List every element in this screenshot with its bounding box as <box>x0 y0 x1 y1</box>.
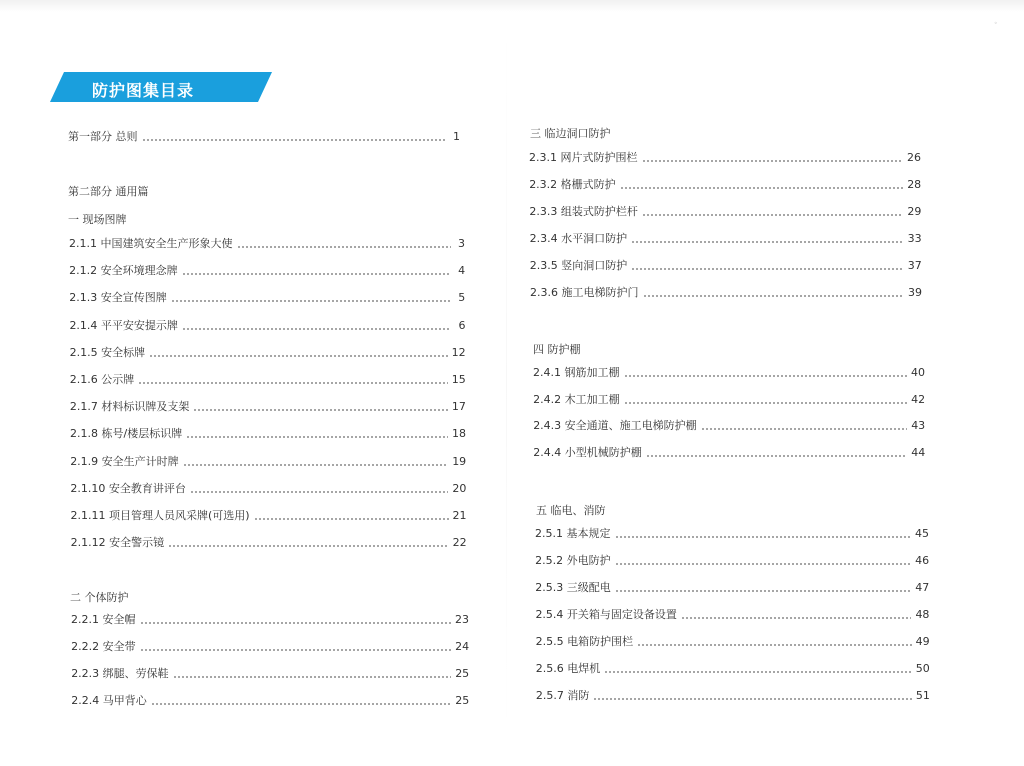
toc-page-number: 22 <box>452 536 467 550</box>
toc-row[interactable] <box>529 177 921 193</box>
toc-page-number: 29 <box>907 205 922 218</box>
dot-leader <box>140 622 452 624</box>
toc-row[interactable] <box>70 399 466 415</box>
toc-page-number: 28 <box>907 178 922 191</box>
toc-label: 2.3.1 网片式防护围栏 <box>529 151 638 164</box>
toc-row[interactable] <box>71 693 469 709</box>
toc-label: 第一部分 总则 <box>68 130 138 143</box>
toc-page-number: 18 <box>452 427 467 441</box>
toc-page-number: 20 <box>452 481 467 495</box>
toc-row[interactable] <box>69 263 465 279</box>
dot-leader <box>149 355 448 357</box>
dot-leader <box>642 160 904 162</box>
toc-page-number: 44 <box>911 445 926 459</box>
toc-label: 2.1.3 安全宣传图牌 <box>69 291 167 305</box>
toc-row[interactable] <box>69 236 465 252</box>
toc-label: 2.1.2 安全环境理念牌 <box>69 264 178 278</box>
section-heading-edge-opening: 三 临边洞口防护 <box>530 127 611 140</box>
toc-label: 2.3.4 水平洞口防护 <box>529 232 628 245</box>
dot-leader <box>637 644 912 646</box>
dot-leader <box>643 295 905 297</box>
toc-page-number: 48 <box>915 608 930 621</box>
toc-row[interactable] <box>70 481 466 497</box>
page-title: 防护图集目录 <box>92 81 195 100</box>
toc-label: 2.2.1 安全帽 <box>71 613 136 626</box>
dot-leader <box>138 382 448 384</box>
toc-page-number: 33 <box>907 232 922 245</box>
toc-page-number: 51 <box>915 689 930 702</box>
toc-label: 2.1.9 安全生产计时牌 <box>70 454 179 468</box>
toc-row[interactable] <box>71 535 467 551</box>
toc-page-number: 19 <box>452 454 467 468</box>
toc-row[interactable] <box>535 580 929 596</box>
toc-page-number: 5 <box>458 291 466 305</box>
toc-label: 2.1.5 安全标牌 <box>69 345 146 359</box>
toc-page-number: 37 <box>907 259 922 272</box>
toc-page-number: 25 <box>455 694 470 707</box>
toc-label: 2.4.3 安全通道、施工电梯防护棚 <box>533 419 697 432</box>
toc-page-number: 45 <box>915 527 929 540</box>
dot-leader <box>646 455 908 457</box>
toc-row[interactable] <box>71 508 467 524</box>
toc-page-number: 15 <box>451 373 466 386</box>
toc-label: 2.3.3 组装式防护栏杆 <box>529 205 638 218</box>
toc-label: 2.1.12 安全警示镜 <box>70 536 165 550</box>
toc-label: 2.2.2 安全带 <box>71 640 136 653</box>
section-heading-shelter: 四 防护棚 <box>533 343 581 356</box>
dot-leader <box>168 545 449 547</box>
toc-row[interactable] <box>533 418 925 434</box>
dot-leader <box>140 649 452 651</box>
toc-row[interactable] <box>70 345 466 361</box>
toc-page-number: 21 <box>452 509 467 522</box>
toc-label: 2.5.3 三级配电 <box>535 581 611 594</box>
toc-page-number: 40 <box>911 366 925 379</box>
toc-row[interactable] <box>529 204 921 220</box>
toc-label: 2.5.5 电箱防护围栏 <box>535 635 634 648</box>
toc-row[interactable] <box>70 454 466 470</box>
toc-row[interactable] <box>530 285 922 301</box>
toc-page-number: 42 <box>911 392 926 406</box>
toc-page-number: 24 <box>455 640 470 653</box>
dot-leader <box>182 328 452 330</box>
dot-leader <box>151 703 452 705</box>
toc-row[interactable] <box>71 639 469 655</box>
toc-label: 2.1.1 中国建筑安全生产形象大使 <box>69 237 233 250</box>
toc-row[interactable] <box>71 612 469 628</box>
toc-label: 2.5.7 消防 <box>535 689 590 702</box>
toc-label: 2.4.1 钢筋加工棚 <box>533 366 620 379</box>
toc-row[interactable] <box>533 392 925 408</box>
toc-label: 2.5.2 外电防护 <box>535 554 611 567</box>
dot-leader <box>254 518 449 520</box>
section-heading-personal-protection: 二 个体防护 <box>70 591 129 604</box>
toc-label: 2.3.5 竖向洞口防护 <box>529 259 628 272</box>
dot-leader <box>631 268 904 270</box>
dot-leader <box>624 402 908 404</box>
dot-leader <box>171 300 452 302</box>
toc-page-number: 12 <box>451 345 466 359</box>
toc-row[interactable] <box>71 666 469 682</box>
toc-page-number: 6 <box>458 318 466 332</box>
toc-row[interactable] <box>530 258 922 274</box>
toc-label: 2.4.2 木工加工棚 <box>533 392 620 406</box>
toc-label: 2.3.2 格栅式防护 <box>529 178 616 191</box>
dot-leader <box>182 273 452 275</box>
dot-leader <box>615 536 912 538</box>
toc-label: 2.1.10 安全教育讲评台 <box>70 481 186 495</box>
toc-page-number: 1 <box>453 130 460 143</box>
dot-leader <box>631 241 904 243</box>
toc-row[interactable] <box>536 634 930 650</box>
toc-row-part1[interactable] <box>68 129 460 145</box>
dot-leader <box>701 428 908 430</box>
toc-row[interactable] <box>535 553 929 569</box>
dot-leader <box>186 436 448 438</box>
scan-edge <box>0 0 1024 12</box>
dot-leader <box>624 375 908 377</box>
toc-page-number: 25 <box>455 667 470 680</box>
toc-page-number: 23 <box>455 613 469 626</box>
corner-mark: ◦ <box>994 20 998 27</box>
toc-page-number: 46 <box>915 554 930 567</box>
toc-label: 2.5.6 电焊机 <box>535 662 601 675</box>
dot-leader <box>193 409 448 411</box>
toc-page-number: 17 <box>451 400 466 414</box>
toc-page-number: 4 <box>458 264 466 278</box>
toc-row[interactable] <box>530 231 922 247</box>
toc-row[interactable] <box>529 150 921 166</box>
section-heading-signage: 一 现场图牌 <box>68 213 127 226</box>
toc-label: 2.4.4 小型机械防护棚 <box>533 445 642 459</box>
toc-page-number: 43 <box>911 419 926 432</box>
dot-leader <box>237 246 452 248</box>
section-heading-electric-fire: 五 临电、消防 <box>536 504 606 517</box>
dot-leader <box>615 563 912 565</box>
toc-label: 2.1.8 栋号/楼层标识牌 <box>70 427 183 441</box>
toc-label: 2.1.11 项目管理人员风采牌(可选用) <box>70 509 250 522</box>
dot-leader <box>620 187 904 189</box>
part2-heading: 第二部分 通用篇 <box>68 185 149 198</box>
toc-page-number: 39 <box>908 286 922 299</box>
page-fold <box>506 20 507 740</box>
dot-leader <box>604 671 912 673</box>
toc-label: 2.2.4 马甲背心 <box>71 694 147 707</box>
toc-row[interactable] <box>69 290 465 306</box>
dot-leader <box>190 491 449 493</box>
toc-row[interactable] <box>70 372 466 388</box>
toc-label: 2.5.1 基本规定 <box>535 527 611 540</box>
toc-row[interactable] <box>536 661 930 677</box>
toc-label: 2.5.4 开关箱与固定设备设置 <box>535 608 677 621</box>
toc-row[interactable] <box>533 445 925 461</box>
dot-leader <box>615 590 912 592</box>
toc-label: 2.1.6 公示牌 <box>69 373 135 386</box>
dot-leader <box>142 139 447 141</box>
toc-row[interactable] <box>536 688 930 704</box>
toc-label: 2.2.3 绑腿、劳保鞋 <box>71 667 169 680</box>
dot-leader <box>681 617 912 619</box>
toc-row[interactable] <box>533 365 925 381</box>
toc-label: 2.1.7 材料标识牌及支架 <box>69 400 190 414</box>
toc-row[interactable] <box>70 426 466 442</box>
dot-leader <box>642 214 904 216</box>
toc-page-number: 50 <box>915 662 930 675</box>
dot-leader <box>183 464 449 466</box>
toc-page-number: 26 <box>907 151 921 164</box>
toc-row[interactable] <box>535 607 929 623</box>
toc-page-number: 49 <box>915 635 930 648</box>
dot-leader <box>593 698 912 700</box>
toc-label: 2.1.4 平平安安提示牌 <box>69 318 178 332</box>
toc-row[interactable] <box>69 318 465 334</box>
toc-label: 2.3.6 施工电梯防护门 <box>530 286 639 299</box>
toc-row[interactable] <box>535 526 929 542</box>
toc-page-number: 47 <box>915 581 930 594</box>
dot-leader <box>173 676 452 678</box>
toc-page-number: 3 <box>458 237 465 250</box>
